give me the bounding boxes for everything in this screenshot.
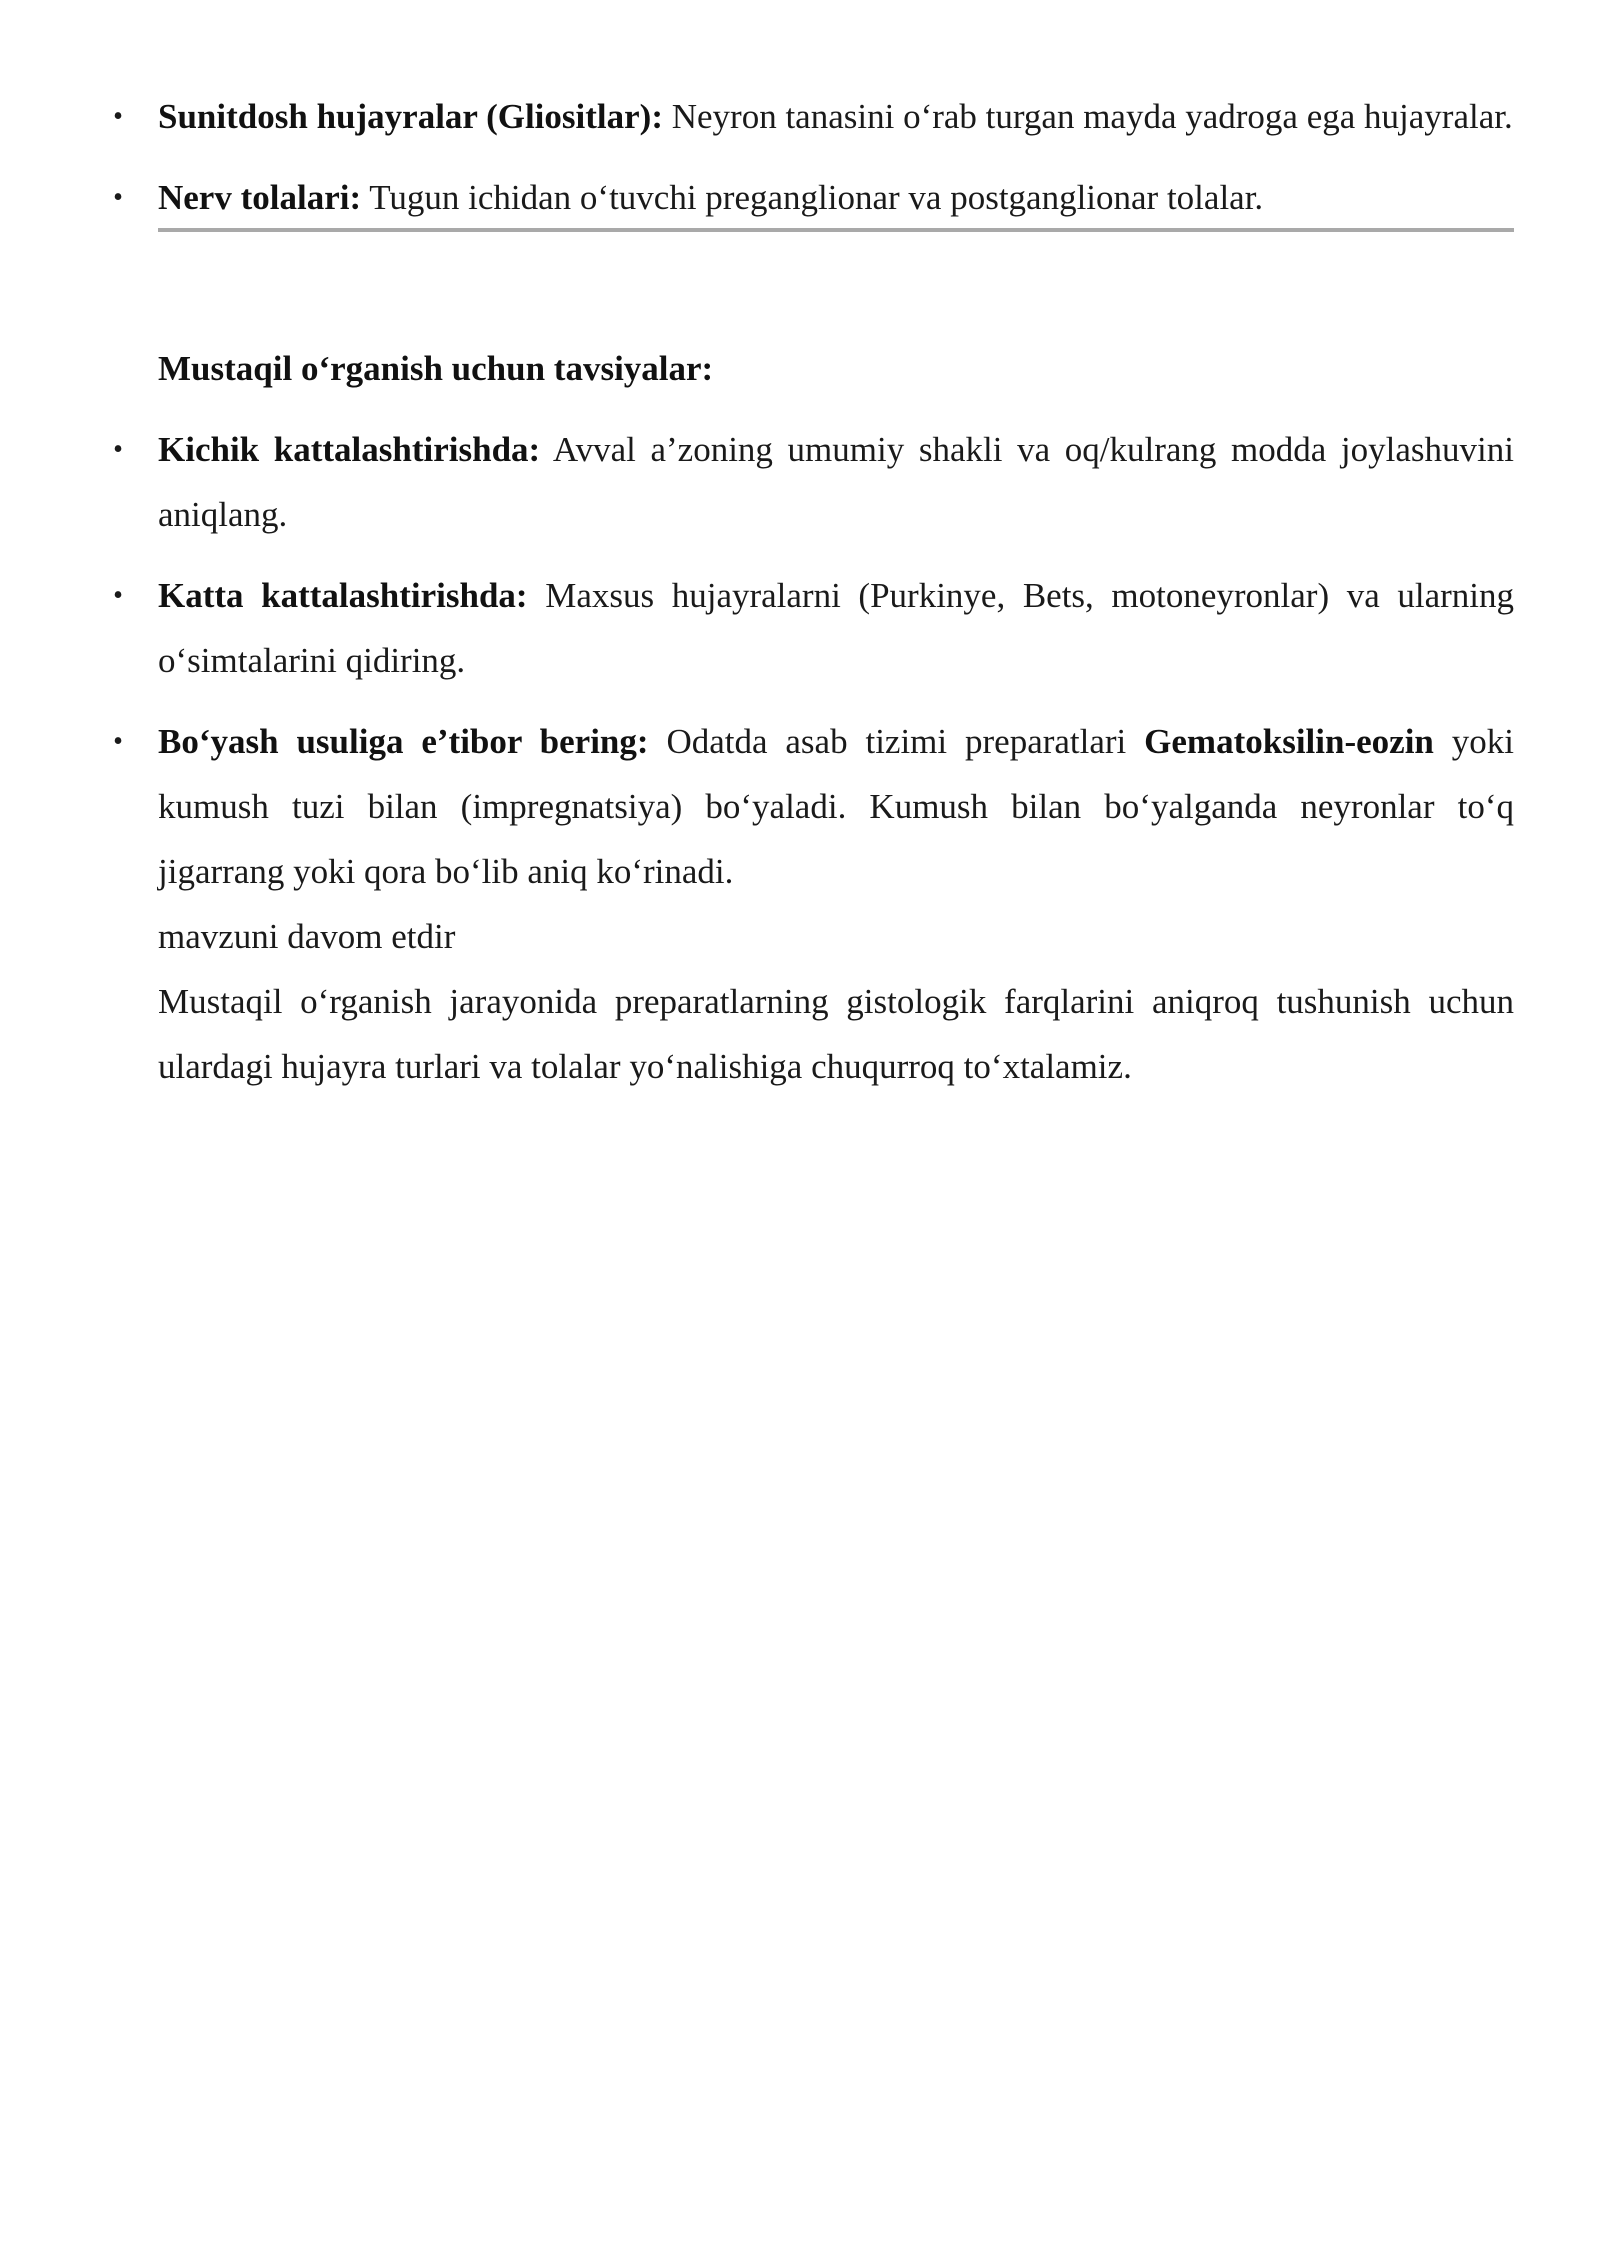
section-heading: Mustaqil o‘rganish uchun tavsiyalar: <box>158 349 714 388</box>
document-content <box>113 84 1515 1099</box>
list-item-text: Odatda asab tizimi preparatlari <box>648 722 1145 761</box>
bullet-icon: • <box>113 580 123 611</box>
list-item-text-continued: yoki kumush tuzi bilan (impregnatsiya) bo‘yaladi. Kumush bilan bo‘yalganda neyronlar to‘q jigarrang yoki qora bo‘lib aniq ko‘rinadi. <box>158 722 1514 891</box>
list-item-label: Nerv tolalari: <box>158 178 362 217</box>
continuation-paragraph: Mustaqil o‘rganish jarayonida preparatlarning gistologik farqlarini aniqroq tushunish uchun ulardagi hujayra turlari va tolalar yo‘nalishiga chuqurroq to‘xtalamiz. <box>158 982 1514 1086</box>
list-item-nerve-fibers <box>113 165 1514 230</box>
list-item-text: Maxsus hujayralarni (Purkinye, Bets, motoneyronlar) va ularning o‘simtalarini qidiring. <box>158 576 1515 680</box>
list-item-gliocytes <box>113 84 1514 149</box>
continue-prompt-text: mavzuni davom etdir <box>158 917 456 956</box>
list-item-label: Sunitdosh hujayralar (Gliositlar): <box>158 97 663 136</box>
list-item-text: Avval a’zoning umumiy shakli va oq/kulrang modda joylashuvini aniqlang. <box>158 430 1514 534</box>
list-item-text: Neyron tanasini o‘rab turgan mayda yadroga ega hujayralar. <box>662 97 1513 136</box>
bullet-icon: • <box>113 101 123 132</box>
list-item-label: Bo‘yash usuliga e’tibor bering: <box>158 722 649 761</box>
bullet-icon: • <box>113 434 123 465</box>
list-item-high-magnification <box>113 563 1515 693</box>
list-item-label: Katta kattalashtirishda: <box>158 576 528 615</box>
list-item-label: Kichik kattalashtirishda: <box>158 430 541 469</box>
bullet-icon: • <box>113 726 123 757</box>
bullet-icon: • <box>113 182 123 213</box>
stain-name-emphasis: Gematoksilin-eozin <box>1144 722 1434 761</box>
list-item-low-magnification <box>113 417 1514 547</box>
list-item-staining-method <box>113 709 1514 1099</box>
list-item-text: Tugun ichidan o‘tuvchi preganglionar va postganglionar tolalar. <box>361 178 1264 217</box>
